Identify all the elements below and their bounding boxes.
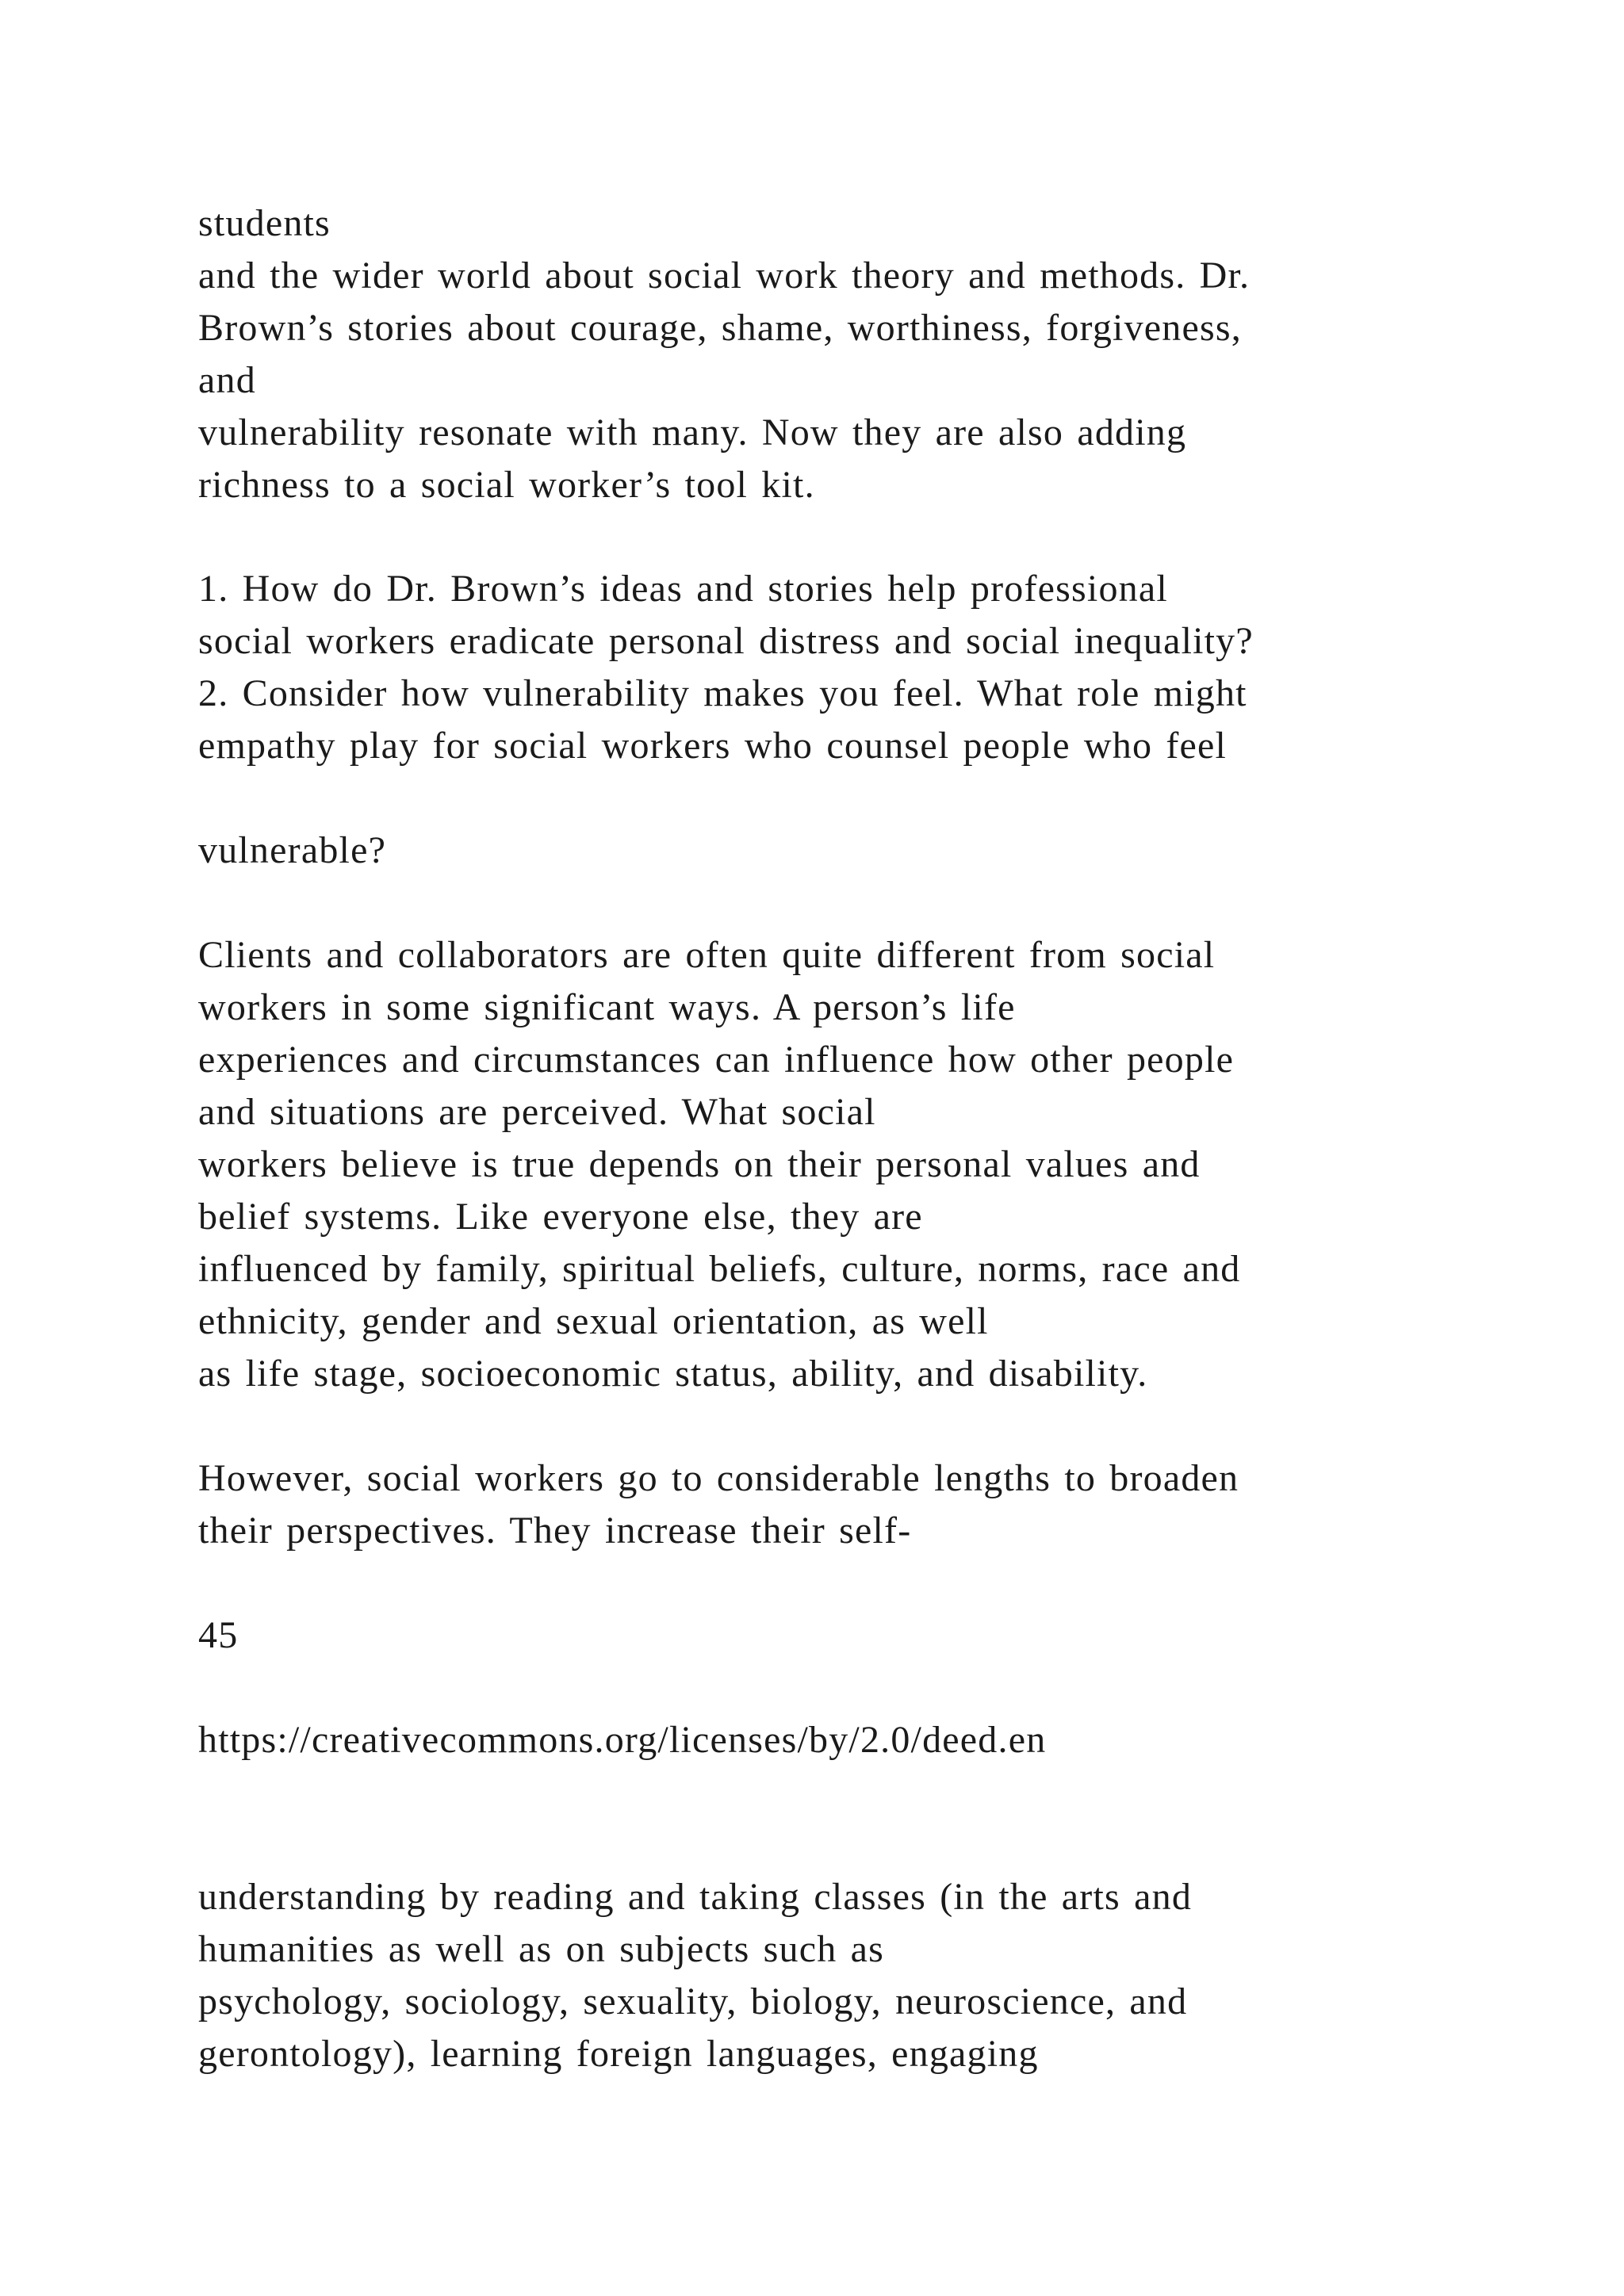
text-line: workers believe is true depends on their personal values and [198, 1143, 1201, 1185]
text-line: psychology, sociology, sexuality, biology, neuroscience, and [198, 1980, 1188, 2022]
question-line: 1. How do Dr. Brown’s ideas and stories help professional [198, 568, 1168, 610]
text-line: and [198, 359, 256, 401]
text-line: vulnerability resonate with many. Now they are also adding [198, 411, 1187, 453]
text-line: understanding by reading and taking classes (in the arts and [198, 1876, 1193, 1918]
text-line: humanities as well as on subjects such as [198, 1928, 885, 1970]
page-number: 45 [198, 1614, 239, 1656]
text-line: influenced by family, spiritual beliefs, culture, norms, race and [198, 1248, 1241, 1290]
question-line: 2. Consider how vulnerability makes you feel. What role might [198, 672, 1247, 714]
question-line: vulnerable? [198, 829, 387, 871]
text-line: gerontology), learning foreign languages, engaging [198, 2033, 1039, 2075]
text-line: and situations are perceived. What social [198, 1091, 876, 1133]
text-line: Brown’s stories about courage, shame, worthiness, forgiveness, [198, 307, 1242, 349]
question-line: social workers eradicate personal distress and social inequality? [198, 620, 1254, 662]
text-line: belief systems. Like everyone else, they are [198, 1196, 923, 1238]
text-line: Clients and collaborators are often quite different from social [198, 934, 1216, 976]
text-line: workers in some significant ways. A person’s life [198, 986, 1016, 1028]
text-line: students [198, 202, 331, 244]
text-line: richness to a social worker’s tool kit. [198, 464, 815, 506]
text-line: as life stage, socioeconomic status, ability, and disability. [198, 1353, 1148, 1395]
text-line: experiences and circumstances can influence how other people [198, 1039, 1235, 1081]
text-line: their perspectives. They increase their self- [198, 1510, 912, 1552]
text-line: and the wider world about social work theory and methods. Dr. [198, 254, 1251, 297]
license-url: https://creativecommons.org/licenses/by/2.0/deed.en [198, 1719, 1047, 1761]
question-line: empathy play for social workers who counsel people who feel [198, 725, 1228, 767]
text-line: ethnicity, gender and sexual orientation, as well [198, 1300, 989, 1342]
text-line: However, social workers go to considerable lengths to broaden [198, 1457, 1239, 1499]
